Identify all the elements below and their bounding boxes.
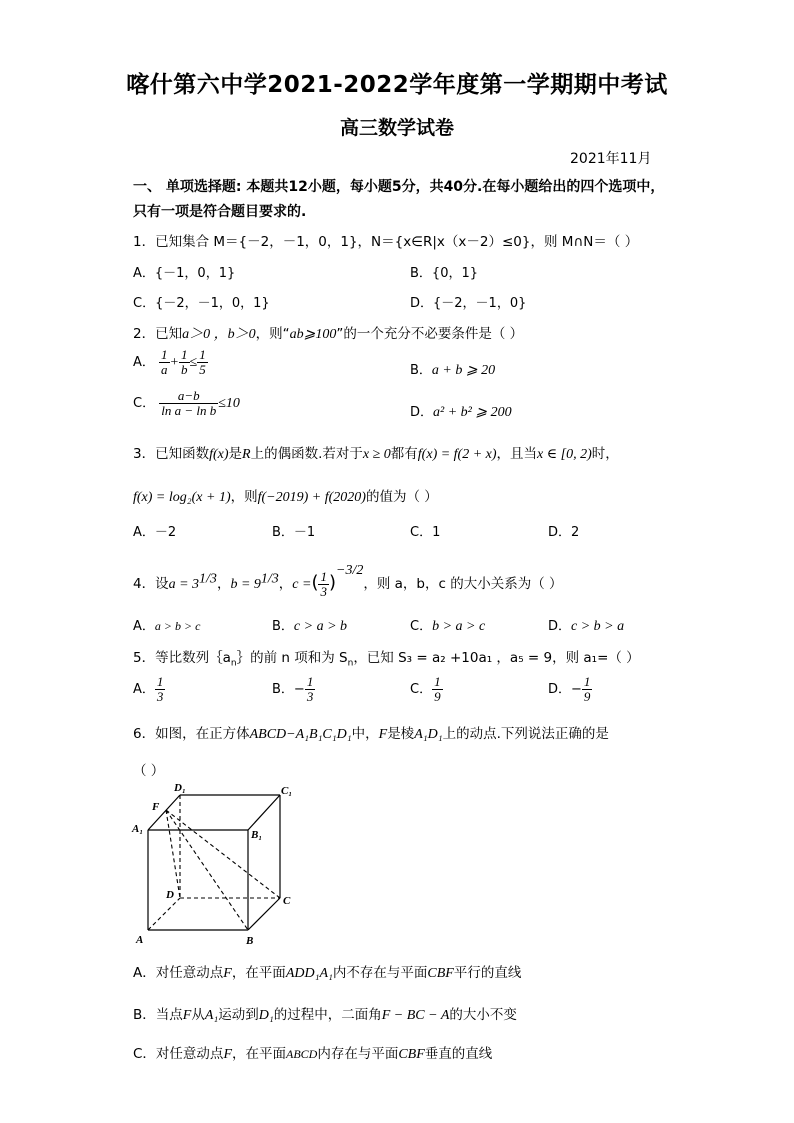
q6-stem-a: 6．如图，在正方体 xyxy=(133,726,250,742)
q2-option-c xyxy=(133,389,240,418)
q2-a-frac1 xyxy=(159,348,170,377)
q4-c-label: C． xyxy=(410,619,433,634)
q6-stem-d: 上的动点.下列说法正确的是 xyxy=(442,726,609,742)
q2-a-n2: 1 xyxy=(181,347,188,362)
q3-l1-x: x ≥ 0 xyxy=(362,447,391,462)
q5-d-den: 9 xyxy=(583,689,591,704)
q4-a-exp: 1/3 xyxy=(199,571,217,587)
q6-b-angle: F − BC − A xyxy=(381,1008,450,1023)
q1-option-a: A．{－1，0，1} xyxy=(133,266,236,281)
q2-a-label: A． xyxy=(133,355,155,370)
q3-l1-c: 上的偶函数.若对于 xyxy=(250,446,363,462)
q4-b-exp: 1/3 xyxy=(260,571,279,587)
exam-date: 2021年11月 xyxy=(570,151,652,167)
label-c: C xyxy=(283,895,291,907)
q6-a-text1: A．对任意动点 xyxy=(133,965,224,981)
q5-b-den: 3 xyxy=(306,689,314,704)
q3-l1-a: 3．已知函数 xyxy=(133,446,210,462)
q6-c-plane2: CBF xyxy=(398,1047,425,1062)
q5-stem-n: n xyxy=(230,658,237,669)
q5-b-frac xyxy=(305,675,316,704)
q3-l1-eq: f(x) = f(2 + x) xyxy=(417,447,497,462)
q3-l1-f2: 时， xyxy=(591,446,619,462)
q6-stem xyxy=(133,722,609,743)
q3-l2-b: 的值为（ ） xyxy=(365,489,438,505)
section-heading-line1: 一、 单项选择题: 本题共12小题，每小题5分，共40分.在每小题给出的四个选项中， xyxy=(133,179,665,195)
q6-a-F: F xyxy=(223,966,232,981)
q5-option-d xyxy=(548,675,592,704)
q6-a-text3: 内不存在与平面 xyxy=(332,965,428,981)
q2-stem xyxy=(133,322,523,343)
q6-paren: （ ） xyxy=(133,763,165,779)
q5-b-num: 1 xyxy=(306,674,314,689)
label-c1: C₁ xyxy=(281,785,293,797)
q5-a-den: 3 xyxy=(156,689,164,704)
label-a: A xyxy=(136,934,144,946)
q4-c-exp: −3/2 xyxy=(336,563,364,578)
q4-option-d xyxy=(548,615,624,635)
q6-c-text3: 内存在与平面 xyxy=(317,1046,399,1062)
q5-a-frac xyxy=(155,675,166,704)
q5-stem-c: ，已知 S₃ = a₂ +10a₁ ，a₅ = 9，则 a₁=（ ） xyxy=(353,650,640,666)
edge-bc xyxy=(248,898,280,930)
segment-fd xyxy=(166,810,180,898)
label-f: F xyxy=(152,801,160,813)
q2-c-num: a−b xyxy=(159,389,218,404)
q4-a-label: A． xyxy=(133,619,155,634)
q5-d-label: D． xyxy=(548,682,572,697)
q3-option-a: A．－2 xyxy=(133,525,177,540)
q3-l2-a: ，则 xyxy=(230,489,258,505)
q5-option-c xyxy=(410,675,443,704)
q4-c-num: 1 xyxy=(320,568,327,584)
q6-a-text2: ，在平面 xyxy=(231,965,286,981)
label-b1: B₁ xyxy=(251,829,263,841)
q6-c-plane: ABCD xyxy=(286,1047,318,1061)
q5-option-a xyxy=(133,675,165,704)
q6-stem-edge: A₁D₁ xyxy=(414,727,443,742)
q2-option-b xyxy=(410,359,495,379)
q6-a-plane2: CBF xyxy=(427,966,454,981)
q4-c-den: 3 xyxy=(320,583,327,599)
q3-l1-b: 是 xyxy=(228,446,243,462)
label-a1: A₁ xyxy=(132,823,144,835)
q4-c-pre: c = xyxy=(292,577,312,592)
q4-option-b xyxy=(272,615,347,635)
q6-option-a xyxy=(133,961,521,982)
exam-subtitle: 高三数学试卷 xyxy=(339,117,454,139)
q6-stem-b: 中， xyxy=(351,726,379,742)
q2-a-n3: 1 xyxy=(199,347,206,362)
q3-option-c: C．1 xyxy=(410,525,441,540)
q6-b-A1: A₁ xyxy=(204,1008,219,1023)
q5-d-frac xyxy=(582,675,593,704)
q6-b-text2: 从 xyxy=(191,1007,205,1023)
q4-stem-a: 4．设 xyxy=(133,576,169,592)
label-d1: D₁ xyxy=(174,782,186,794)
q6-b-D1: D₁ xyxy=(258,1008,274,1023)
q6-c-text1: C．对任意动点 xyxy=(133,1046,224,1062)
q2-stem-expr: ab⩾100 xyxy=(289,327,337,342)
q4-stem: 4．设$a = 3^{1/3}$，$b = 9^{1/3}$，c =( $\frac{1}{3}$ )$^{-3/2}$，则 a，b，c 的大小关系为（ ） xyxy=(133,563,563,599)
q3-option-b: B．－1 xyxy=(272,525,316,540)
q6-b-text3: 运动到 xyxy=(218,1007,259,1023)
q2-stem-mid: ，则“ xyxy=(255,326,290,342)
q2-b-expr: a + b ⩾ 20 xyxy=(431,363,496,378)
q4-c-expr: b > a > c xyxy=(432,619,486,634)
q5-c-den: 9 xyxy=(434,689,441,704)
q6-b-F: F xyxy=(182,1008,192,1023)
q4-c-frac xyxy=(318,570,329,599)
q6-b-text4: 的过程中，二面角 xyxy=(273,1007,382,1023)
exam-title: 喀什第六中学2021-2022学年度第一学期期中考试 xyxy=(126,72,668,98)
q6-a-text4: 平行的直线 xyxy=(453,965,522,981)
q1-option-d: D．{－2，－1，0} xyxy=(410,296,527,311)
q3-line1 xyxy=(133,442,619,463)
q2-a-frac3 xyxy=(197,348,208,377)
q2-option-a xyxy=(133,348,208,377)
q3-line2 xyxy=(133,485,438,506)
q6-c-text4: 垂直的直线 xyxy=(424,1046,493,1062)
q6-c-text2: ，在平面 xyxy=(232,1046,286,1062)
q5-stem-a: 5．等比数列｛a xyxy=(133,650,231,666)
q3-option-d: D．2 xyxy=(548,525,580,540)
q6-stem-c: 是棱 xyxy=(387,726,415,742)
q4-a-base: a = 3 xyxy=(168,577,200,592)
q4-b-expr: c > a > b xyxy=(293,619,348,634)
label-b: B xyxy=(246,935,254,947)
q2-d-label: D． xyxy=(410,405,434,420)
q1-stem: 1．已知集合 M＝{－2，－1，0，1}，N＝{x∈R|x（x－2）≤0}，则 M∩N＝（ ） xyxy=(133,234,639,250)
q4-b-base: b = 9 xyxy=(230,577,261,592)
q6-c-F: F xyxy=(223,1047,232,1062)
q5-option-b xyxy=(272,675,315,704)
q4-a-expr: a > b > c xyxy=(154,619,201,633)
q6-option-c xyxy=(133,1042,492,1063)
q5-c-frac xyxy=(432,675,443,704)
q3-l2-eq: f(x) = log₂(x + 1) xyxy=(133,490,231,505)
section-heading-line2: 只有一项是符合题目要求的. xyxy=(133,204,307,220)
q2-c-rel: ≤10 xyxy=(218,396,240,411)
q5-a-num: 1 xyxy=(156,674,164,689)
q2-a-d1: a xyxy=(161,362,168,377)
q6-option-b xyxy=(133,1003,517,1024)
q3-l2-expr: f(−2019) + f(2020) xyxy=(257,490,366,505)
q2-stem-cond: a＞0 ，b＞0 xyxy=(182,327,256,342)
q3-l1-int: x ∈ [0, 2) xyxy=(537,447,592,462)
q5-stem: 5．等比数列$\{a_n\}$的前 n 项和为 $S_n$，已知 S₃ = a₂ +10a₁ ，a₅ = 9，则 a₁=（ ） xyxy=(133,650,640,669)
segment-fc xyxy=(166,810,280,898)
q5-a-label: A． xyxy=(133,682,155,697)
q3-l1-f: f(x) xyxy=(209,447,229,462)
q2-a-rel: ≤ xyxy=(189,355,198,370)
label-d: D xyxy=(166,889,174,901)
edge-b1c1 xyxy=(248,795,280,830)
q2-d-expr: a² + b² ⩾ 200 xyxy=(433,405,512,420)
q2-a-d2: b xyxy=(181,362,188,377)
q6-stem-F: F xyxy=(378,727,388,742)
q2-stem-pre: 2．已知 xyxy=(133,326,183,342)
q6-b-text5: 的大小不变 xyxy=(449,1007,517,1023)
q5-stem-b: ｝的前 n 项和为 S xyxy=(236,650,348,666)
edge-ad xyxy=(148,898,180,930)
q4-d-expr: c > b > a xyxy=(571,619,625,634)
q3-l1-e: ，且当 xyxy=(496,446,538,462)
q2-c-label: C． xyxy=(133,396,156,411)
q2-a-frac2 xyxy=(179,348,190,377)
q2-c-den: ln a − ln b xyxy=(161,403,217,418)
q1-option-c: C．{－2，－1，0，1} xyxy=(133,296,270,311)
q2-option-d xyxy=(410,401,512,421)
q5-d-sign: − xyxy=(571,682,582,697)
q5-b-sign: − xyxy=(293,682,305,697)
q2-c-frac xyxy=(159,389,218,418)
segment-fb xyxy=(166,810,248,930)
q4-stem-b: ，则 a，b，c 的大小关系为（ ） xyxy=(363,576,563,592)
q5-c-num: 1 xyxy=(434,674,441,689)
q2-b-label: B． xyxy=(410,363,432,378)
q6-a-plane: ADD₁A₁ xyxy=(285,966,333,981)
q4-d-label: D． xyxy=(548,619,572,634)
q4-b-label: B． xyxy=(272,619,294,634)
q2-a-plus: + xyxy=(169,355,179,370)
cube-figure xyxy=(130,780,300,950)
q2-a-n1: 1 xyxy=(161,347,168,362)
q1-option-b: B．{0，1} xyxy=(410,266,479,281)
q4-option-c xyxy=(410,615,485,635)
q5-b-label: B． xyxy=(272,682,294,697)
q6-stem-cube: ABCD−A₁B₁C₁D₁ xyxy=(249,727,352,742)
q4-option-a xyxy=(133,615,200,634)
q3-l1-R: R xyxy=(242,447,251,462)
q2-a-d3: 5 xyxy=(199,362,206,377)
q6-b-text1: B．当点 xyxy=(133,1007,183,1023)
q2-stem-post: ”的一个充分不必要条件是（ ） xyxy=(336,326,524,342)
q5-c-label: C． xyxy=(410,682,433,697)
q5-d-num: 1 xyxy=(583,674,591,689)
q3-l1-d: 都有 xyxy=(390,446,418,462)
